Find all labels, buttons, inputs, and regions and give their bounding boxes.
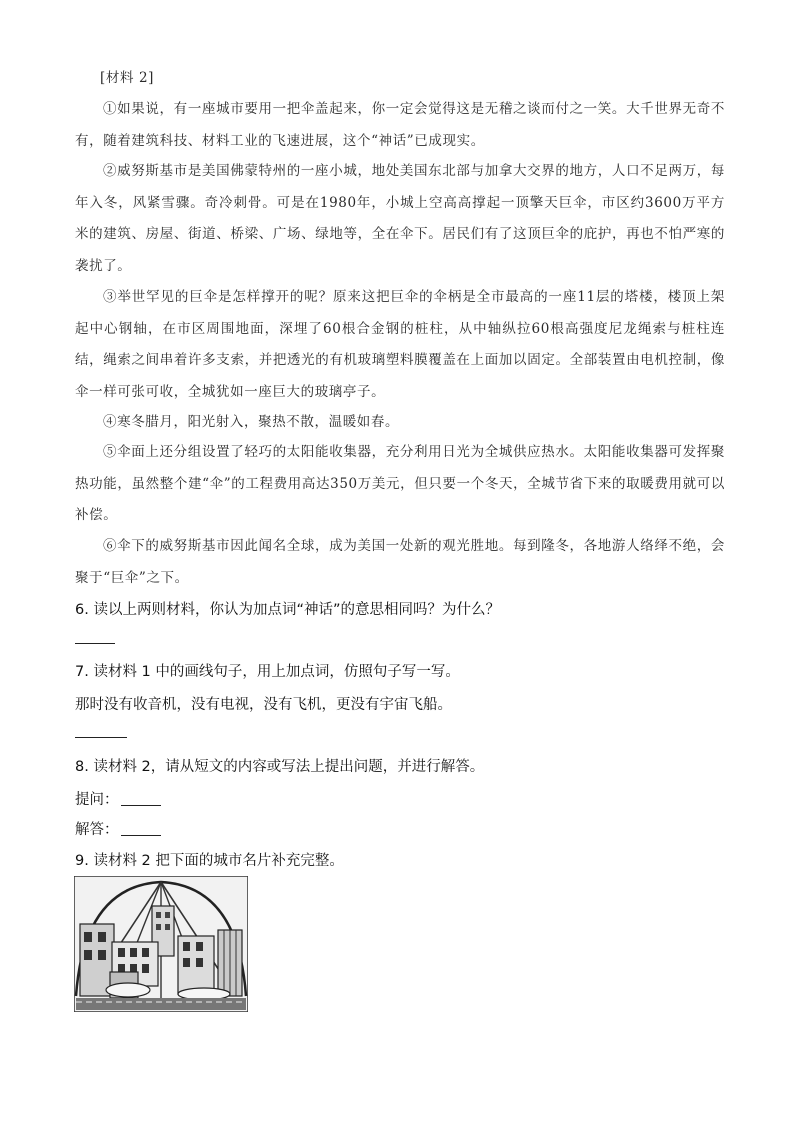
answer-line-7[interactable] (75, 737, 127, 738)
answer-blank[interactable] (121, 821, 161, 836)
material-title: [材料 2] (100, 70, 155, 86)
question-7-example: 那时没有收音机，没有电视，没有飞机，更没有宇宙飞船。 (75, 697, 452, 713)
question-8: 8. 读材料 2，请从短文的内容或写法上提出问题，并进行解答。 (75, 759, 485, 775)
question-9: 9. 读材料 2 把下面的城市名片补充完整。 (75, 853, 344, 869)
paragraph-6: ⑥伞下的威努斯基市因此闻名全球，成为美国一处新的观光胜地。每到隆冬，各地游人络绎不绝，会聚于“巨伞”之下。 (75, 538, 725, 586)
paragraph-3: ③举世罕见的巨伞是怎样撑开的呢？原来这把巨伞的伞柄是全市最高的一座11层的塔楼，楼顶上架起中心钢轴，在市区周围地面，深埋了60根合金钢的桩柱，从中轴纵拉60根高强度尼龙绳索与桩柱连结，绳索之间串着许多支索，并把透光的有机玻璃塑料膜覆盖在上面加以固定。全部装置由电机控制，像伞一样可张可收，全城犹如一座巨大的玻璃亭子。 (75, 289, 725, 400)
paragraph-5: ⑤伞面上还分组设置了轻巧的太阳能收集器，充分利用日光为全城供应热水。太阳能收集器可发挥聚热功能，虽然整个建“伞”的工程费用高达350万美元，但只要一个冬天，全城节省下来的取暖费用就可以补偿。 (75, 444, 725, 523)
answer-label: 解答： (75, 822, 119, 838)
ask-label: 提问： (75, 792, 119, 808)
umbrella-city-illustration (74, 876, 248, 1012)
paragraph-4: ④寒冬腊月，阳光射入，聚热不散，温暖如春。 (103, 414, 400, 430)
paragraph-1: ①如果说，有一座城市要用一把伞盖起来，你一定会觉得这是无稽之谈而付之一笑。大千世界无奇不有，随着建筑科技、材料工业的飞速进展，这个“神话”已成现实。 (75, 101, 725, 149)
question-8-ask-row (75, 788, 161, 809)
question-8-answer-row (75, 818, 161, 839)
paragraph-2: ②威努斯基市是美国佛蒙特州的一座小城，地处美国东北部与加拿大交界的地方，人口不足两万，每年入冬，风紧雪骤。奇冷刺骨。可是在1980年，小城上空高高撑起一顶擎天巨伞，市区约3600万平方米的建筑、房屋、街道、桥梁、广场、绿地等，全在伞下。居民们有了这顶巨伞的庇护，再也不怕严寒的袭扰了。 (75, 163, 725, 274)
ask-blank[interactable] (121, 791, 161, 806)
answer-line-6[interactable] (75, 643, 115, 644)
question-6: 6. 读以上两则材料，你认为加点词“神话”的意思相同吗？为什么？ (75, 602, 500, 618)
question-7: 7. 读材料 1 中的画线句子，用上加点词，仿照句子写一写。 (75, 664, 460, 680)
